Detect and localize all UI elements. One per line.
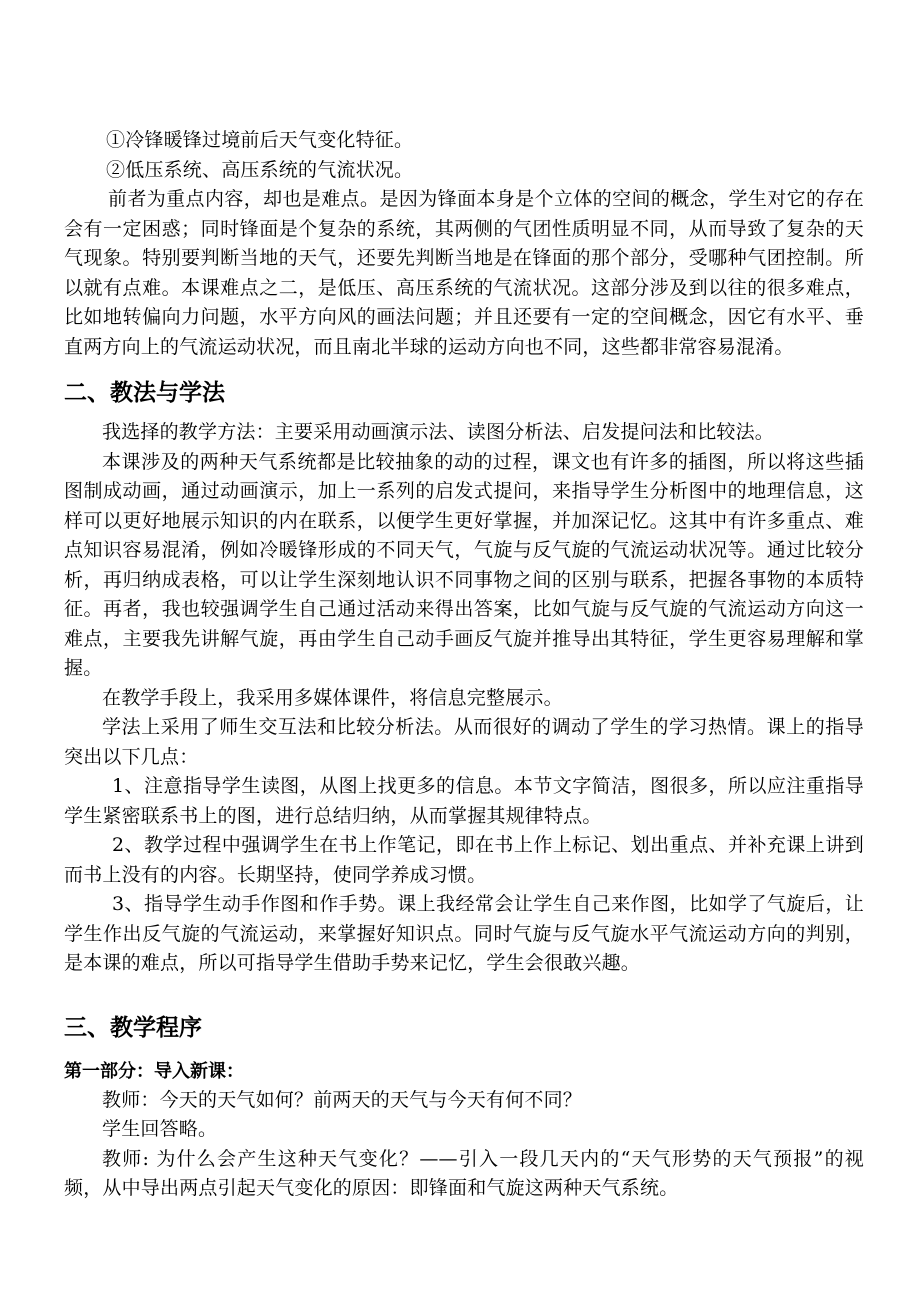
focus-item-2: ②低压系统、高压系统的气流状况。 — [106, 158, 414, 181]
procedure-paragraph-3: 教师: 为什么会产生这种天气变化？——引入一段几天内的“天气形势的天气预报”的视频，从中导出两点引起天气变化的原因：即锋面和气旋这两种天气系统。 — [64, 1147, 864, 1199]
section-heading-procedure: 三、教学程序 — [64, 1014, 202, 1041]
methods-paragraph-4: 学法上采用了师生交互法和比较分析法。从而很好的调动了学生的学习热情。课上的指导突出以下几点： — [64, 716, 864, 768]
methods-paragraph-3: 在教学手段上，我采用多媒体课件，将信息完整展示。 — [102, 686, 563, 709]
section-heading-methods: 二、教法与学法 — [64, 380, 225, 406]
methods-paragraph-2: 本课涉及的两种天气系统都是比较抽象的动的过程，课文也有许多的插图，所以将这些插图制成动画，通过动画演示，加上一系列的启发式提问，来指导学生分析图中的地理信息，这样可以更好地展示知识的内在联系，以便学生更好掌握，并加深记忆。这其中有许多重点、难点知识容易混淆，例如冷暖锋形成的不同天气，气旋与反气旋的气流运动状况等。通过比较分析，再归纳成表格，可以让学生深刻地认识不同事物之间的区别与联系，把握各事物的本质特征。再者，我也较强调学生自己通过活动来得出答案，比如气旋与反气旋的气流运动方向这一难点，主要我先讲解气旋，再由学生自己动手画反气旋并推导出其特征，学生更容易理解和掌握。 — [64, 450, 864, 679]
methods-point-3: 3、指导学生动手作图和作手势。课上我经常会让学生自己来作图，比如学了气旋后，让学生作出反气旋的气流运动，来掌握好知识点。同时气旋与反气旋水平气流运动方向的判别，是本课的难点，所以可指导学生借助手势来记忆，学生会很敢兴趣。 — [64, 893, 864, 974]
methods-paragraph-1: 我选择的教学方法：主要采用动画演示法、读图分析法、启发提问法和比较法。 — [102, 421, 775, 443]
document-page — [64, 126, 864, 1204]
methods-point-1: 1、注意指导学生读图，从图上找更多的信息。本节文字简洁，图很多，所以应注重指导学生紧密联系书上的图，进行总结归纳，从而掌握其规律特点。 — [64, 775, 864, 827]
procedure-paragraph-2: 学生回答略。 — [102, 1118, 218, 1140]
methods-point-2: 2、教学过程中强调学生在书上作笔记，即在书上作上标记、划出重点、并补充课上讲到而书上没有的内容。长期坚持，使同学养成习惯。 — [64, 834, 864, 886]
difficulty-paragraph: 前者为重点内容，却也是难点。是因为锋面本身是个立体的空间的概念，学生对它的存在会有一定困惑；同时锋面是个复杂的系统，其两侧的气团性质明显不同，从而导致了复杂的天气现象。特别要判断当地的天气，还要先判断当地是在锋面的那个部分，受哪种气团控制。所以就有点难。本课难点之二，是低压、高压系统的气流状况。这部分涉及到以往的很多难点，比如地转偏向力问题，水平方向风的画法问题；并且还要有一定的空间概念，因它有水平、垂直两方向上的气流运动状况，而且南北半球的运动方向也不同，这些都非常容易混淆。 — [64, 188, 864, 358]
procedure-paragraph-1: 教师：今天的天气如何？前两天的天气与今天有何不同？ — [102, 1088, 583, 1111]
focus-item-1: ①冷锋暖锋过境前后天气变化特征。 — [106, 129, 414, 151]
part1-title: 第一部分：导入新课： — [64, 1060, 244, 1082]
